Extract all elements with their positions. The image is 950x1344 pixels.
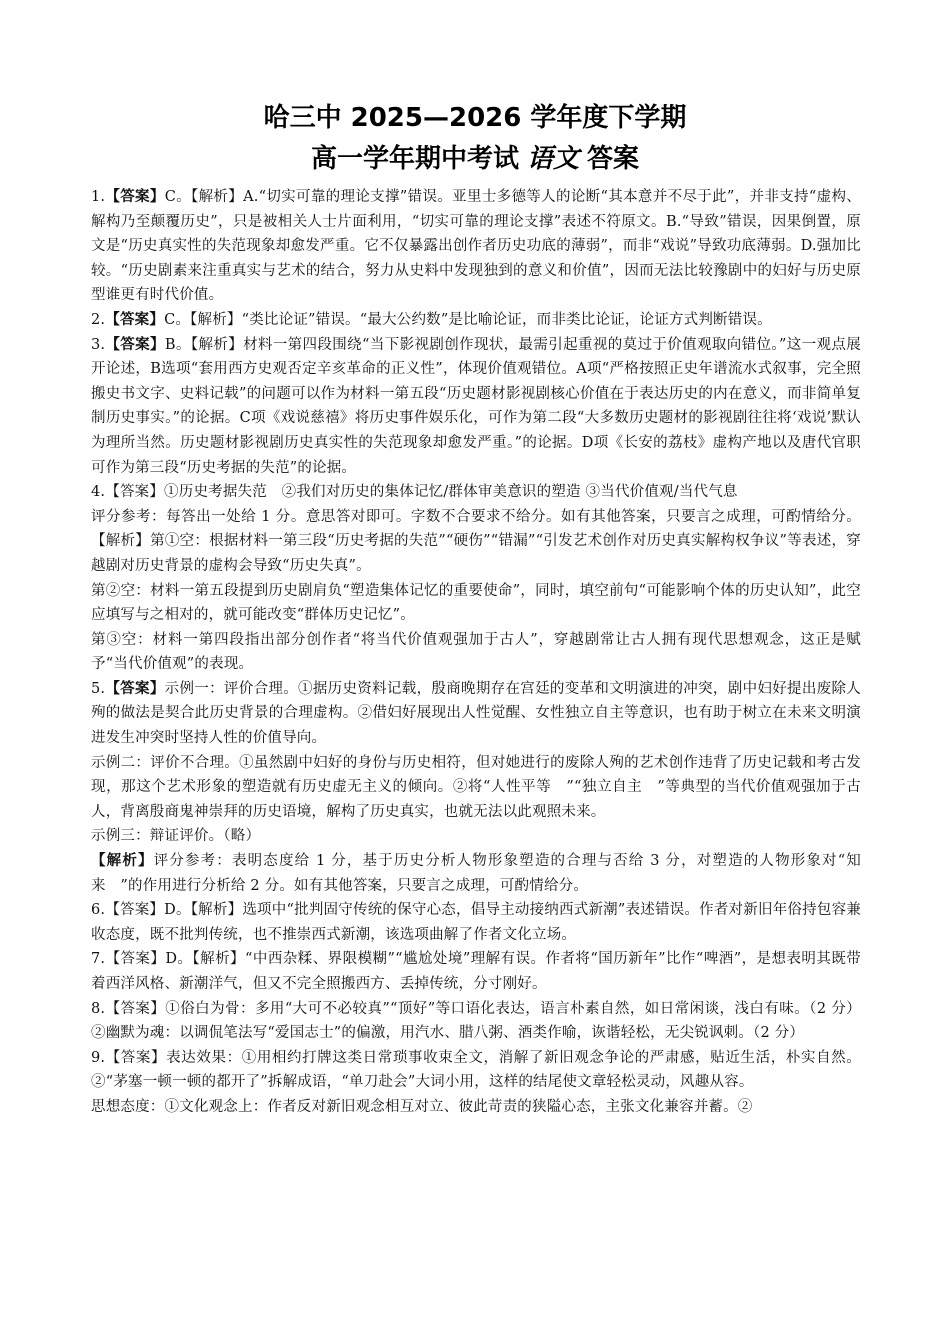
answer-paragraph: 【解析】评分参考：表明态度给 1 分，基于历史分析人物形象塑造的合理与否给 3 分，对塑造的人物形象对“知来 ”的作用进行分析给 2 分。如有其他答案，只要言之成理，可酌情给分。 xyxy=(91,853,861,894)
answer-paragraph: 6.【答案】D。【解析】选项中“批判固守传统的保守心态，倡导主动接纳西式新潮”表述错误。作者对新旧年俗持包容兼收态度，既不批判传统，也不推崇西式新潮，该选项曲解了作者文化立场。 xyxy=(91,902,861,943)
answer-paragraph: 2.【答案】C。【解析】“类比论证”错误。“最大公约数”是比喻论证，而非类比论证，论证方式判断错误。 xyxy=(91,311,772,328)
answer-paragraph: 3.【答案】B。【解析】材料一第四段围绕“当下影视剧创作现状，最需引起重视的莫过于价值观取向错位。”这一观点展开论述，B选项“套用西方史观否定辛亥革命的正义性”，体现价值观错位。A项“严格按照正史年谱流水式叙事，完全照搬史书文字、史料记载”的问题可以作为材料一第五段“历史题材影视剧核心价值在于表达历史的内在意义，而非简单复制历史事实。”的论据。C项《戏说慈禧》将历史事件娱乐化，可作为第二段“大多数历史题材的影视剧往往将‘戏说’默认为理所当然。历史题材影视剧历史真实性的失范现象却愈发严重。”的论据。D项《长安的荔枝》虚构产地以及唐代官职可作为第三段“历史考据的失范”的论据。 xyxy=(91,336,861,476)
answer-paragraph: 4.【答案】①历史考据失范 ②我们对历史的集体记忆/群体审美意识的塑造 ③当代价值观/当代气息 xyxy=(91,484,738,501)
answer-paragraph: 7.【答案】D。【解析】“中西杂糅、界限模糊”“尴尬处境”理解有误。作者将“国历新年”比作“啤酒”，是想表明其既带着西洋风格、新潮洋气，但又不完全照搬西方、丢掉传统，分寸刚好。 xyxy=(91,951,861,992)
answer-paragraph: 评分参考：每答出一处给 1 分。意思答对即可。字数不合要求不给分。如有其他答案，只要言之成理，可酌情给分。【解析】第①空：根据材料一第三段“历史考据的失范”“硬伤”“错漏”“引发艺术创作对历史真实解构权争议”等表述，穿越剧对历史背景的虚构会导致“历史失真”。 xyxy=(91,508,861,574)
answer-paragraph: 示例三：辩证评价。（略） xyxy=(91,828,261,845)
answer-paragraph: 第③空：材料一第四段指出部分创作者“将当代价值观强加于古人”，穿越剧常让古人拥有现代思想观念，这正是赋予“当代价值观”的表现。 xyxy=(91,631,861,673)
page-title-line1: 哈三中 2025—2026 学年度下学期 xyxy=(263,103,687,133)
answer-body xyxy=(91,185,861,1120)
title-exam-name: 高一学年期中考试 xyxy=(310,144,519,174)
title-subject: 语文 xyxy=(526,144,579,174)
answer-paragraph: 示例二：评价不合理。①虽然剧中妇好的身份与历史相符，但对她进行的废除人殉的艺术创作违背了历史记载和考古发现，那这个艺术形象的塑造就有历史虚无主义的倾向。②将“人性平等 ”“独立自主 ”等典型的当代价值观强加于古人，背离殷商鬼神崇拜的历史语境，解构了历史真实，也就无法以此观照未来。 xyxy=(91,754,861,820)
answer-paragraph: 思想态度：①文化观念上：作者反对新旧观念相互对立、彼此苛责的狭隘心态，主张文化兼容并蓄。② xyxy=(91,1098,753,1115)
answer-paragraph: 9.【答案】表达效果：①用相约打牌这类日常琐事收束全文，消解了新旧观念争论的严肃感，贴近生活，朴实自然。②“茅塞一顿一顿的都开了”拆解成语，“单刀赴会”大词小用，这样的结尾使文章轻松灵动，风趣从容。 xyxy=(91,1049,861,1091)
answer-paragraph: 1.【答案】C。【解析】A.“切实可靠的理论支撑”错误。亚里士多德等人的论断“其本意并不尽于此”，并非支持“虚构、解构乃至颠覆历史”，只是被相关人士片面利用，“切实可靠的理论支撑”表述不符原文。B.“导致”错误，因果倒置，原文是“历史真实性的失范现象却愈发严重。它不仅暴露出创作者历史功底的薄弱”，而非“戏说”导致功底薄弱。D.强加比较。“历史剧素来注重真实与艺术的结合，努力从史料中发现独到的意义和价值”，因而无法比较豫剧中的妇好与历史原型谁更有时代价值。 xyxy=(91,189,861,304)
answer-paragraph: 第②空：材料一第五段提到历史剧肩负“塑造集体记忆的重要使命”，同时，填空前句“可能影响个体的历史认知”，此空应填写与之相对的，就可能改变“群体历史记忆”。 xyxy=(91,582,861,624)
answer-paragraph: 5.【答案】示例一：评价合理。①据历史资料记载，殷商晚期存在宫廷的变革和文明演进的冲突，剧中妇好提出废除人殉的做法是契合此历史背景的合理虚构。②借妇好展现出人性觉醒、女性独立自主等意识，也有助于树立在未来文明演进发生冲突时坚持人性的价值导向。 xyxy=(91,680,861,747)
page-title-line2 xyxy=(0,141,950,177)
answer-paragraph: 8.【答案】①俗白为骨：多用“大可不必较真”“顶好”等口语化表达，语言朴素自然，如日常闲谈，浅白有味。（2 分）②幽默为魂：以调侃笔法写“爱国志士”的偏激，用汽水、腊八粥、酒类作喻，诙谐轻松，无尖锐讽刺。（2 分） xyxy=(91,1000,862,1042)
title-answer-label: 答案 xyxy=(587,144,640,174)
